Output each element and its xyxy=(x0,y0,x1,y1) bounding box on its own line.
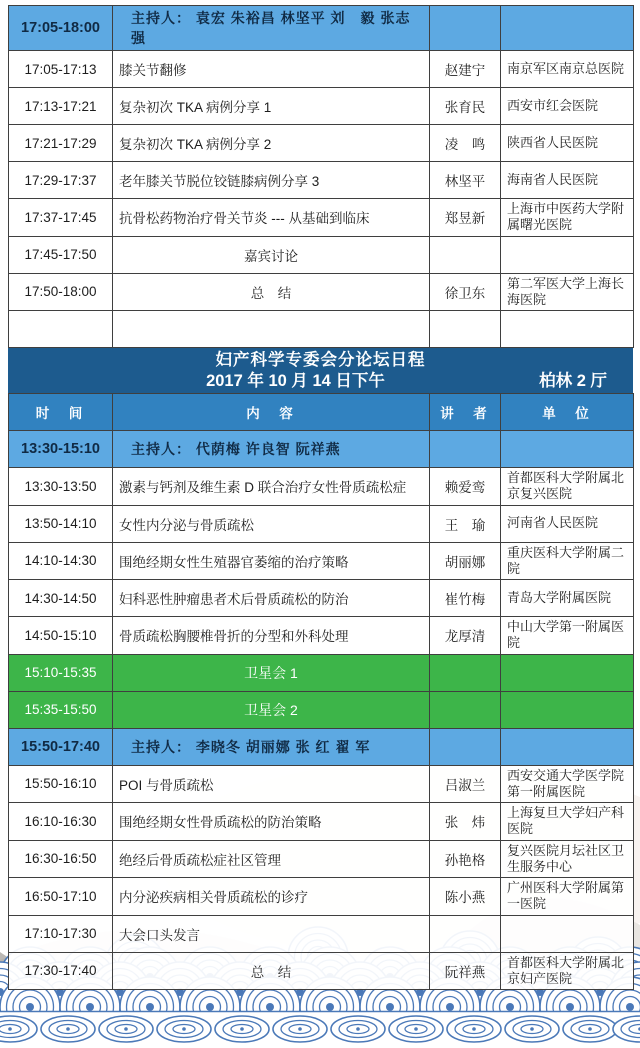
time-cell: 17:37-17:45 xyxy=(9,199,113,237)
time-cell: 17:05-18:00 xyxy=(9,6,113,51)
unit-cell: 西安交通大学医学院第一附属医院 xyxy=(501,765,634,803)
session-subtitle-row xyxy=(8,371,633,392)
unit-cell: 上海复旦大学妇产科医院 xyxy=(501,803,634,841)
speaker-cell: 孙艳格 xyxy=(430,840,501,878)
summary-row xyxy=(9,273,634,311)
speaker-cell: 张 炜 xyxy=(430,803,501,841)
session-item-row xyxy=(9,162,634,199)
speaker-cell: 崔竹梅 xyxy=(430,580,501,617)
col-header-time: 时 间 xyxy=(9,394,113,431)
unit-cell: 复兴医院月坛社区卫生服务中心 xyxy=(501,840,634,878)
time-cell: 15:35-15:50 xyxy=(9,691,113,728)
time-cell: 17:21-17:29 xyxy=(9,125,113,162)
session-item-row xyxy=(9,505,634,542)
summary-row xyxy=(9,952,634,990)
speaker-cell: 胡丽娜 xyxy=(430,542,501,580)
session-item-row xyxy=(9,617,634,655)
time-cell: 15:50-16:10 xyxy=(9,765,113,803)
speaker-cell: 龙厚清 xyxy=(430,617,501,655)
speaker-cell xyxy=(430,236,501,273)
host-row xyxy=(9,431,634,468)
topic-cell: 卫星会 2 xyxy=(113,691,430,728)
time-cell: 16:10-16:30 xyxy=(9,803,113,841)
unit-cell xyxy=(501,915,634,952)
topic-cell: 抗骨松药物治疗骨关节炎 --- 从基础到临床 xyxy=(113,199,430,237)
session-item-row xyxy=(9,915,634,952)
session-item-row xyxy=(9,51,634,88)
unit-cell xyxy=(501,6,634,51)
time-cell: 14:10-14:30 xyxy=(9,542,113,580)
topic-cell: 围绝经期女性骨质疏松的防治策略 xyxy=(113,803,430,841)
speaker-cell: 王 瑜 xyxy=(430,505,501,542)
topic-cell: 妇科恶性肿瘤患者术后骨质疏松的防治 xyxy=(113,580,430,617)
summary-row xyxy=(9,236,634,273)
unit-cell: 南京军区南京总医院 xyxy=(501,51,634,88)
time-cell: 13:30-15:10 xyxy=(9,431,113,468)
speaker-cell: 郑昱新 xyxy=(430,199,501,237)
time-cell: 16:50-17:10 xyxy=(9,878,113,916)
topic-cell: 激素与钙剂及维生素 D 联合治疗女性骨质疏松症 xyxy=(113,468,430,506)
host-row xyxy=(9,6,634,51)
topic-cell: 大会口头发言 xyxy=(113,915,430,952)
topic-cell: 复杂初次 TKA 病例分享 2 xyxy=(113,125,430,162)
time-cell: 13:50-14:10 xyxy=(9,505,113,542)
speaker-cell: 阮祥燕 xyxy=(430,952,501,990)
time-cell: 16:30-16:50 xyxy=(9,840,113,878)
speaker-cell: 张育民 xyxy=(430,88,501,125)
speaker-cell xyxy=(430,728,501,765)
time-cell: 17:45-17:50 xyxy=(9,236,113,273)
session-title: 妇产科学专委会分论坛日程 xyxy=(215,350,426,369)
topic-cell: 膝关节翻修 xyxy=(113,51,430,88)
session-date: 2017 年 10 月 14 日下午 xyxy=(206,371,385,390)
topic-cell: 复杂初次 TKA 病例分享 1 xyxy=(113,88,430,125)
time-cell xyxy=(9,311,113,348)
session-item-row xyxy=(9,125,634,162)
unit-cell: 陕西省人民医院 xyxy=(501,125,634,162)
topic-cell: 总 结 xyxy=(113,952,430,990)
speaker-cell: 凌 鸣 xyxy=(430,125,501,162)
time-cell: 13:30-13:50 xyxy=(9,468,113,506)
session-item-row xyxy=(9,840,634,878)
speaker-cell xyxy=(430,6,501,51)
session-item-row xyxy=(9,88,634,125)
topic-cell: 骨质疏松胸腰椎骨折的分型和外科处理 xyxy=(113,617,430,655)
time-cell: 17:50-18:00 xyxy=(9,273,113,311)
unit-cell: 西安市红会医院 xyxy=(501,88,634,125)
session-item-row xyxy=(9,580,634,617)
unit-cell: 上海市中医药大学附属曙光医院 xyxy=(501,199,634,237)
unit-cell xyxy=(501,654,634,691)
time-cell: 14:30-14:50 xyxy=(9,580,113,617)
session-item-row xyxy=(9,199,634,237)
topic-cell xyxy=(113,311,430,348)
speaker-cell xyxy=(430,654,501,691)
speaker-cell: 赵建宁 xyxy=(430,51,501,88)
topic-cell: 围绝经期女性生殖器官萎缩的治疗策略 xyxy=(113,542,430,580)
unit-cell: 中山大学第一附属医院 xyxy=(501,617,634,655)
topic-cell: 老年膝关节脱位铰链膝病例分享 3 xyxy=(113,162,430,199)
unit-cell: 首都医科大学附属北京妇产医院 xyxy=(501,952,634,990)
unit-cell xyxy=(501,311,634,348)
topic-cell: 绝经后骨质疏松症社区管理 xyxy=(113,840,430,878)
time-cell: 14:50-15:10 xyxy=(9,617,113,655)
topic-cell: 总 结 xyxy=(113,273,430,311)
satellite-row xyxy=(9,654,634,691)
session-item-row xyxy=(9,765,634,803)
topic-cell: 主持人： 李晓冬 胡丽娜 张 红 翟 军 xyxy=(113,728,430,765)
speaker-cell: 徐卫东 xyxy=(430,273,501,311)
time-cell: 17:13-17:21 xyxy=(9,88,113,125)
unit-cell xyxy=(501,728,634,765)
speaker-cell xyxy=(430,311,501,348)
speaker-cell xyxy=(430,691,501,728)
time-cell: 15:10-15:35 xyxy=(9,654,113,691)
speaker-cell: 陈小燕 xyxy=(430,878,501,916)
session-item-row xyxy=(9,542,634,580)
session-item-row xyxy=(9,878,634,916)
unit-cell xyxy=(501,691,634,728)
topic-cell: 嘉宾讨论 xyxy=(113,236,430,273)
time-cell: 17:05-17:13 xyxy=(9,51,113,88)
topic-cell: 主持人： 代荫梅 许良智 阮祥燕 xyxy=(113,431,430,468)
session-hall: 柏林 2 厅 xyxy=(539,371,607,390)
speaker-cell: 吕淑兰 xyxy=(430,765,501,803)
speaker-cell: 赖爱鸾 xyxy=(430,468,501,506)
col-header-speaker: 讲 者 xyxy=(430,394,501,431)
program-content xyxy=(8,5,633,990)
column-header-row xyxy=(9,394,634,431)
host-row xyxy=(9,728,634,765)
col-header-unit: 单 位 xyxy=(501,394,634,431)
session-item-row xyxy=(9,803,634,841)
session1-schedule-table xyxy=(8,5,634,348)
time-cell: 17:29-17:37 xyxy=(9,162,113,199)
unit-cell: 首都医科大学附属北京复兴医院 xyxy=(501,468,634,506)
topic-cell: 女性内分泌与骨质疏松 xyxy=(113,505,430,542)
session-item-row xyxy=(9,468,634,506)
unit-cell: 广州医科大学附属第一医院 xyxy=(501,878,634,916)
unit-cell: 青岛大学附属医院 xyxy=(501,580,634,617)
topic-cell: POI 与骨质疏松 xyxy=(113,765,430,803)
speaker-cell xyxy=(430,431,501,468)
empty-row xyxy=(9,311,634,348)
unit-cell: 海南省人民医院 xyxy=(501,162,634,199)
unit-cell: 第二军医大学上海长海医院 xyxy=(501,273,634,311)
unit-cell xyxy=(501,431,634,468)
unit-cell xyxy=(501,236,634,273)
topic-cell: 内分泌疾病相关骨质疏松的诊疗 xyxy=(113,878,430,916)
topic-cell: 卫星会 1 xyxy=(113,654,430,691)
time-cell: 17:30-17:40 xyxy=(9,952,113,990)
topic-cell: 主持人： 袁宏 朱裕昌 林坚平 刘 毅 张志强 xyxy=(113,6,430,51)
col-header-topic: 内 容 xyxy=(113,394,430,431)
time-cell: 17:10-17:30 xyxy=(9,915,113,952)
unit-cell: 河南省人民医院 xyxy=(501,505,634,542)
speaker-cell: 林坚平 xyxy=(430,162,501,199)
session2-schedule-table xyxy=(8,393,634,990)
satellite-row xyxy=(9,691,634,728)
unit-cell: 重庆医科大学附属二院 xyxy=(501,542,634,580)
speaker-cell xyxy=(430,915,501,952)
session-title-band xyxy=(8,348,633,393)
time-cell: 15:50-17:40 xyxy=(9,728,113,765)
